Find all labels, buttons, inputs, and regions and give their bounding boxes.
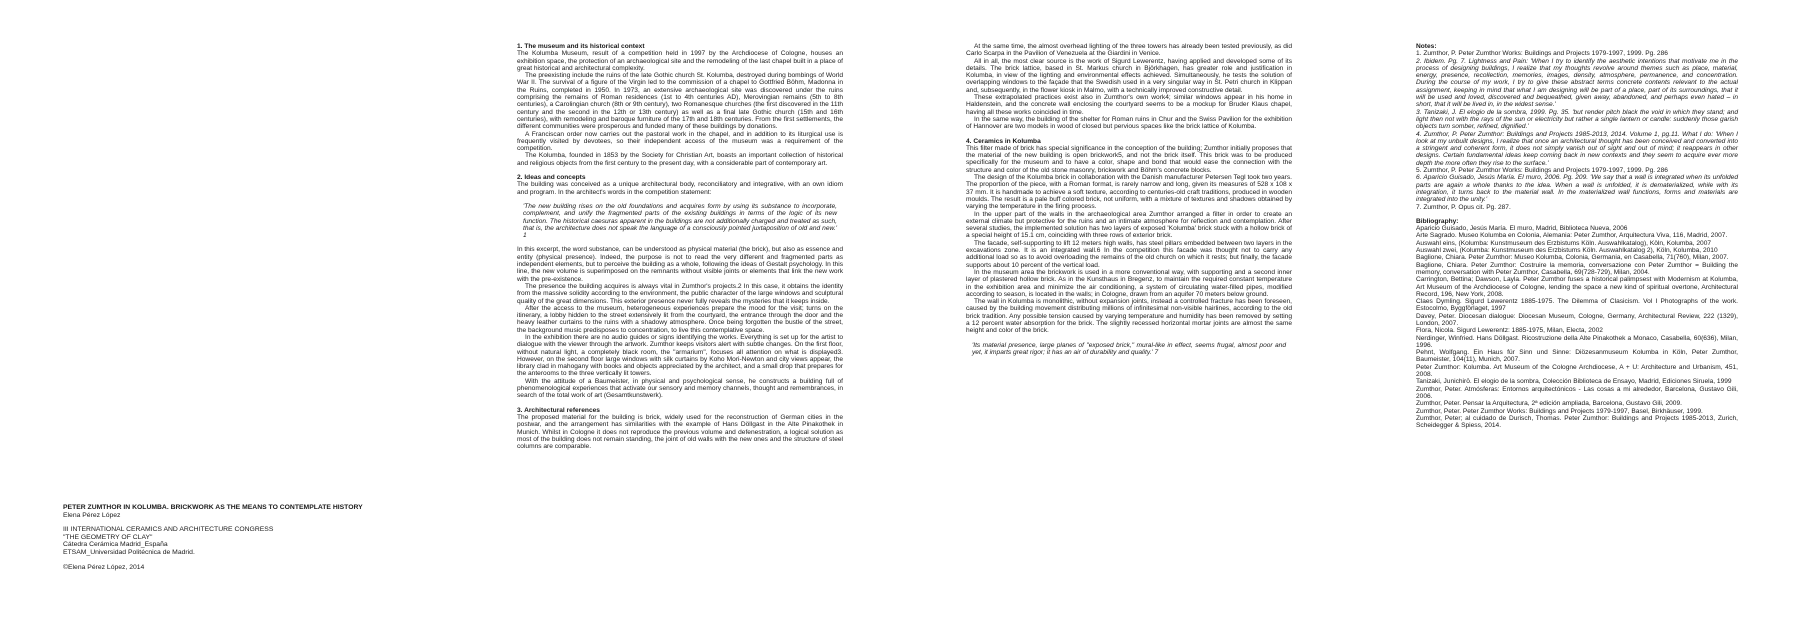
paragraph: The Kolumba, founded in 1853 by the Society for Christian Art, boasts an important collection of historical and religious objects from the first century to the present day, with a considerable part of contemporary art. [517, 152, 843, 167]
bibliography-heading: Bibliography: [1416, 217, 1459, 225]
bibliography-item: Aparicio Guisado, Jesús María. El muro, Madrid, Biblioteca Nueva, 2006 [1416, 225, 1628, 233]
bibliography-item: Pehnt, Wolfgang. Ein Haus für Sinn und Sinne: Diözesanmuseum Kolumba in Köln, Peter Zumthor, Baumeister, 104(11), Munich, 2007. [1416, 349, 1738, 364]
section-heading: 3. Architectural references [517, 406, 600, 414]
bibliography-item: Zumthor, Peter. Pensar la Arquitectura, 2ª edición ampliada, Barcelona, Gustavo Gili, 2009. [1416, 400, 1682, 408]
bibliography-item: Peter Zumthor: Kolumba. Art Museum of the Cologne Archdiocese, A + U: Architecture and Urbanism, 451, 2008. [1416, 363, 1738, 379]
block-quote: 'Its material presence, large planes of "exposed brick," mural-like in effect, seems frugal, almost poor and yet, it imparts great rigor; it has an air of durability and quality.' 7 [972, 341, 1286, 356]
note-item: 6. Aparicio Guisado, Jesús María. El muro, 2006. Pg. 209. 'We say that a wall is integrated when its unfolded parts are again a whole thanks to the idea. When a wall is unfolded, it is dematerialized, while with its integration, it turns back to the material wall. In the materialized wall functions, forms and materials are integrated into the unity.' [1416, 174, 1738, 204]
paragraph: All in all, the most clear source is the work of Sigurd Lewerentz, having applied and developed some of its details. The brick lattice, based in St. Markus church in Björkhagen, has greater role and justification in Kolumba, in view of the lighting and environmental effects achieved. Simultaneously, he tests the solution of overlapping windows to the façade that the Swedish used in a very singular way in St. Petri church in Klippan and, subsequently, in the flower kiosk in Malmo, with a technically improved constructive detail. [966, 57, 1292, 94]
note-item: 4. Zumthor, P. Peter Zumthor: Buildings and Projects 1985-2013, 2014. Volume 1, pg.11. What I do: 'When I look at my unbuilt designs, I realize that once an architectural thought has been conceived and converted into a stringent and coherent form, it does not simply vanish out of sight and out of mind; it reappears in other designs. Certain fundamental ideas keep coming back in new contexts and they seem to acquire ever more depth the more often they rise to the surface.' [1416, 130, 1738, 167]
note-item: 5. Zumthor, P. Peter Zumthor Works: Buildings and Projects 1979-1997, 1999. Pg. 286 [1416, 167, 1668, 175]
bibliography-item: Auswahl eins, (Kolumba: Kunstmuseum des Erzbistums Köln. Auswahlkatalog), Köln, Kolumba, 2007 [1416, 239, 1712, 247]
bibliography-item: Zumthor, Peter. Peter Zumthor Works: Buildings and Projects 1979-1997, Basel, Birkhäuser, 1999. [1416, 407, 1703, 415]
author-block [63, 504, 389, 571]
paragraph: These extrapolated practices exist also in Zumthor's own work4; similar windows appear in his home in Haldenstein, and the concrete wall enclosing the courtyard seems to be a mockup for Bruder Klaus chapel, having all these works coincided in time. [966, 94, 1292, 116]
chair-name: Cátedra Cerámica Madrid_España [63, 541, 168, 549]
section-heading: 1. The museum and its historical context [517, 43, 645, 50]
paragraph: In the same way, the building of the shelter for Roman ruins in Chur and the Swiss Pavilion for the exhibition of Hannover are two models in wood of closed but pervious spaces like the brick lattice of Kolumba. [966, 115, 1292, 131]
paragraph: The preexisting include the ruins of the late Gothic church St. Kolumba, destroyed during bombings of World War II. The survival of a figure of the Virgin led to the commission of a chapel to Gottfried Böhm, Madonna in the Ruins, completed in 1950. In 1973, an extensive archaeological site was discovered under the ruins comprising the remains of Roman residences (1st to 4th centuries AD), Merovingian remains (5th to 8th centuries), a Carolingian church (8th or 9th century), two Romanesque churches (the first discovered in the 11th century and the second in the 12th or 13th century) as well as a final late Gothic church (15th and 16th centuries), with remodeling and baroque furniture of the 17th and 18th centuries. From the first settlements, the different communities were prosperous and funded many of these buildings by donations. [517, 72, 843, 131]
paragraph: The design of the Kolumba brick in collaboration with the Danish manufacturer Petersen Tegl took two years. The proportion of the piece, with a Roman format, is rarely narrow and long, given its measures of 528 x 108 x 37 mm. It is handmade to achieve a soft texture, according to centuries-old craft traditions, produced in wooden moulds. The result is a pale buff colored brick, not uniform, with a mixture of textures and shadows obtained by varying the temperature in the firing process. [966, 174, 1292, 211]
note-item: 3. Tanizaki, J. El elogio de la sombra, 1999. Pg. 35. 'but render pitch black the void in which they stand; and light then not with the rays of the sun or electricity but rather a single lantern or candle: suddenly those garish objects turn somber, refined, dignified.' [1416, 108, 1738, 131]
paragraph: In the upper part of the walls in the archaeological area Zumthor arranged a filter in order to create an external climate but protective for the ruins and an intimate atmosphere for reflection and contemplation. After several studies, the implemented solution has two layers of exposed 'Kolumba' brick stuck with a hollow brick of a special height of 15.1 cm, coinciding with three rows of exterior brick. [966, 210, 1292, 240]
bibliography-item: Davey, Peter. Diocesan dialogue: Diocesan Museum, Cologne, Germany, Architectural Review, 222 (1329), London, 2007. [1416, 312, 1738, 327]
paragraph: In this excerpt, the word substance, can be understood as physical material (the brick), but also as essence and entity (physical presence). Indeed, the purpose is not to read the very different and fragmented parts as independent elements, but to perceive the building as a whole, following the ideas of Gestalt psychology. In this line, the new volume is superimposed on the remnants without visible joints or elements that link the new work with the pre-existence. [517, 246, 843, 283]
copyright: ©Elena Pérez López, 2014 [63, 563, 145, 571]
congress-subtitle: "THE GEOMETRY OF CLAY" [63, 533, 153, 541]
paper-title: PETER ZUMTHOR IN KOLUMBA. BRICKWORK AS THE MEANS TO CONTEMPLATE HISTORY [63, 504, 363, 511]
bibliography-item: Arte Sagrado. Museo Kolumba en Colonia, Alemania: Peter Zumthor, Arquitectura Viva, 116, Madrid, 2007. [1416, 232, 1728, 240]
bibliography-item: Nerdinger, Winfried. Hans Döllgast. Ricostruzione della Alte Pinakothek a Monaco, Casabella, 60(636), Milan, 1996. [1416, 334, 1738, 349]
bibliography-item: Zumthor, Peter. Atmósferas: Entornos arquitectónicos - Las cosas a mi alrededor, Barcelona, Gustavo Gili, 2006. [1416, 385, 1738, 400]
column-2 [966, 43, 1292, 356]
school-name: ETSAM_Universidad Politécnica de Madrid. [63, 548, 195, 556]
notes-heading: Notes: [1416, 43, 1437, 50]
bibliography-item: Carrington, Bettina; Dawson, Layla. Peter Zumthor fuses a historical palimpsest with Modernism at Kolumba, Art Museum of the Archdiocese of Cologne, lending the space a new kind of spiritual overtone, Architectural Record, 196, New York, 2008. [1416, 276, 1738, 298]
paragraph: In the exhibition there are no audio guides or signs identifying the works. Everything is set up for the artist to dialogue with the viewer through the artwork. Zumthor keeps visitors alert with subtle changes. On the first floor, without natural light, a completely black room, the "armarium", focuses all attention on what is displayed3. However, on the second floor large windows with silk curtains by Koho Mori-Newton and city views appear, the library clad in mahogany with books and objects appreciated by the architect, and a small drop that prepares for the anterooms to the three vertically lit towers. [517, 333, 843, 378]
note-item: 1. Zumthor, P. Peter Zumthor Works: Buildings and Projects 1979-1997, 1999. Pg. 286 [1416, 50, 1668, 58]
note-item: 7. Zumthor, P. Opus cit. Pg. 287. [1416, 203, 1511, 211]
column-3 [1416, 43, 1738, 429]
paragraph: The Kolumba Museum, result of a competition held in 1997 by the Archdiocese of Cologne, houses an exhibition space, the protection of an archaeological site and the remodeling of the last chapel built in a place of great historical and architectural complexity. [517, 50, 843, 72]
paragraph: The presence the building acquires is always vital in Zumthor's projects.2 In this case, it obtains the identity from the massive solidity according to the environment, the public character of the large windows and sculptural quality of the great dimensions. This exterior presence never fully reveals the mysteries that it keeps inside. [517, 282, 843, 305]
section-heading: 4. Ceramics in Kolumba [966, 137, 1041, 145]
paragraph: The wall in Kolumba is monolithic, without expansion joints, instead a controlled fracture has been foreseen, caused by the building movement distributing millions of infinitesimal non-visible hairlines, according to the old brick tradition. Any possible tension caused by varying temperature and humidity has been removed by setting a 12 percent water absorption for the brick. The slightly recessed horizontal mortar joints are almost the same height and color of the brick. [966, 298, 1292, 335]
column-1 [517, 43, 843, 450]
paragraph: At the same time, the almost overhead lighting of the three towers has already been tested previously, as did Carlo Scarpa in the Pavilion of Venezuela at the Giardini in Venice. [966, 43, 1292, 58]
paragraph: The facade, self-supporting to lift 12 meters high walls, has steel pillars embedded between two layers in the excavations zone. It is an integrated wall.6 In the competition this facade was thought not to carry any additional load so as to avoid overloading the remains of the old church on which it rests; but finally, the facade supports about 10 percent of the vertical load. [966, 239, 1292, 269]
paragraph: This filter made of brick has special significance in the conception of the building; Zumthor initially proposes that the material of the new building is open brickwork5, and not the brick itself. This brick was to be produced specifically for the museum and to have a color, shape and bond that would ease the connection with the structure and color of the old stone masonry, brickwork and Böhm's concrete blocks. [966, 144, 1292, 174]
bibliography-item: Baglione, Chiara. Peter Zumthor: Costruire la memoria, conversazione con Peter Zumthor = Building the memory, conversation with Peter Zumthor, Casabella, 69(728-729), Milan, 2004. [1416, 261, 1738, 276]
bibliography-item: Tanizaki, Junichirō. El elogio de la sombra, Colección Biblioteca de Ensayo, Madrid, Ediciones Siruela, 1999 [1416, 378, 1732, 386]
bibliography-item: Flora, Nicola. Sigurd Lewerentz: 1885-1975, Milan, Electa, 2002 [1416, 327, 1603, 335]
author-name: Elena Pérez López [63, 511, 121, 519]
paragraph: The building was conceived as a unique architectural body, reconciliatory and integrative, with an own idiom and program. In the architect's words in the competition statement: [517, 181, 843, 196]
bibliography-item: Baglione, Chiara. Peter Zumthor: Museo Kolumba, Colonia, Germania, en Casabella, 71(760), Milan, 2007. [1416, 254, 1729, 262]
paragraph: With the attitude of a Baumeister, in physical and psychological sense, he constructs a building full of phenomenological experiences that activate our sensory and memory channels, thought and remembrances, in search of the total work of art (Gesamtkunstwerk). [517, 377, 843, 400]
paragraph: A Franciscan order now carries out the pastoral work in the chapel, and in addition to its liturgical use is frequently visited by devotees, so their independent access of the museum was a requirement of the competition. [517, 130, 843, 153]
congress-name: III INTERNATIONAL CERAMICS AND ARCHITECTURE CONGRESS [63, 526, 274, 534]
paragraph: After the access to the museum, heterogeneous experiences prepare the mood for the visit; turns on the itinerary, a lobby hidden to the street extensively lit from the courtyard, the entrance through the door and the heavy leather curtains to the ruins with a shadowy atmosphere. Once being forgotten the bustle of the street, the background music predisposes to concentration, to live this contemplative space. [517, 304, 843, 334]
paragraph: The proposed material for the building is brick, widely used for the reconstruction of German cities in the postwar, and the arrangement has similarities with the example of Hans Döllgast in the Alte Pinakothek in Munich. Whilst in Cologne it does not reproduce the previous volume and defenestration, a logical solution as most of the building does not remain standing, the joint of old walls with the new ones and the structure of steel columns are comparable. [517, 413, 843, 451]
bibliography-item: Zumthor, Peter; al cuidado de Durisch, Thomas. Peter Zumthor: Buildings and Projects 1985-2013, Zurich, Scheidegger & Spiess, 2014. [1416, 414, 1738, 430]
bibliography-item: Claes Dymling. Sigurd Lewerentz 1885-1975. The Dilemma of Clasicism. Vol I Photographs of the work. Estocolmo, Byggförlaget, 1997 [1416, 298, 1738, 313]
section-heading: 2. Ideas and concepts [517, 174, 586, 182]
note-item: 2. Ibidem. Pg. 7. Lightness and Pain: 'When I try to identify the aesthetic intentions that motivate me in the process of designing buildings, I realize that my thoughts revolve around themes such as place, material, energy, presence, recollection, memories, images, density, atmosphere, permanence, and concentration. During the course of my work, I try to give these abstract terms concrete contents relevant to the actual assignment, keeping in mind that what I am designing will be part of a place, part of its surroundings, that it will be used and loved, discovered and bequeathed, given away, abandoned, and perhaps even hated – in short, that it will be lived in, in the widest sense.' [1416, 57, 1738, 109]
block-quote: 'The new building rises on the old foundations and acquires form by using its substance to incorporate, complement, and unify the fragmented parts of the existing buildings in terms of the logic of its new function. The historical caesuras apparent in the buildings are not additionally charged and treated as such, that is, the architecture does not speak the language of a consciously pointed juxtaposition of old and new.' 1 [523, 202, 837, 240]
bibliography-item: Auswahl zwei, (Kolumba: Kunstmuseum des Erzbistums Köln. Auswahlkatalog 2), Köln, Kolumba, 2010 [1416, 247, 1718, 255]
paragraph: In the museum area the brickwork is used in a more conventional way, with supporting and a second inner layer of plastered hollow brick. As in the Kunsthaus in Bregenz, to maintain the required constant temperature in the exhibition area and minimize the air conditioning, a system of circulating water-filled pipes, modified according to season, is located in the walls; in Cologne, drawn from an aquifer 70 meters below ground. [966, 268, 1292, 298]
